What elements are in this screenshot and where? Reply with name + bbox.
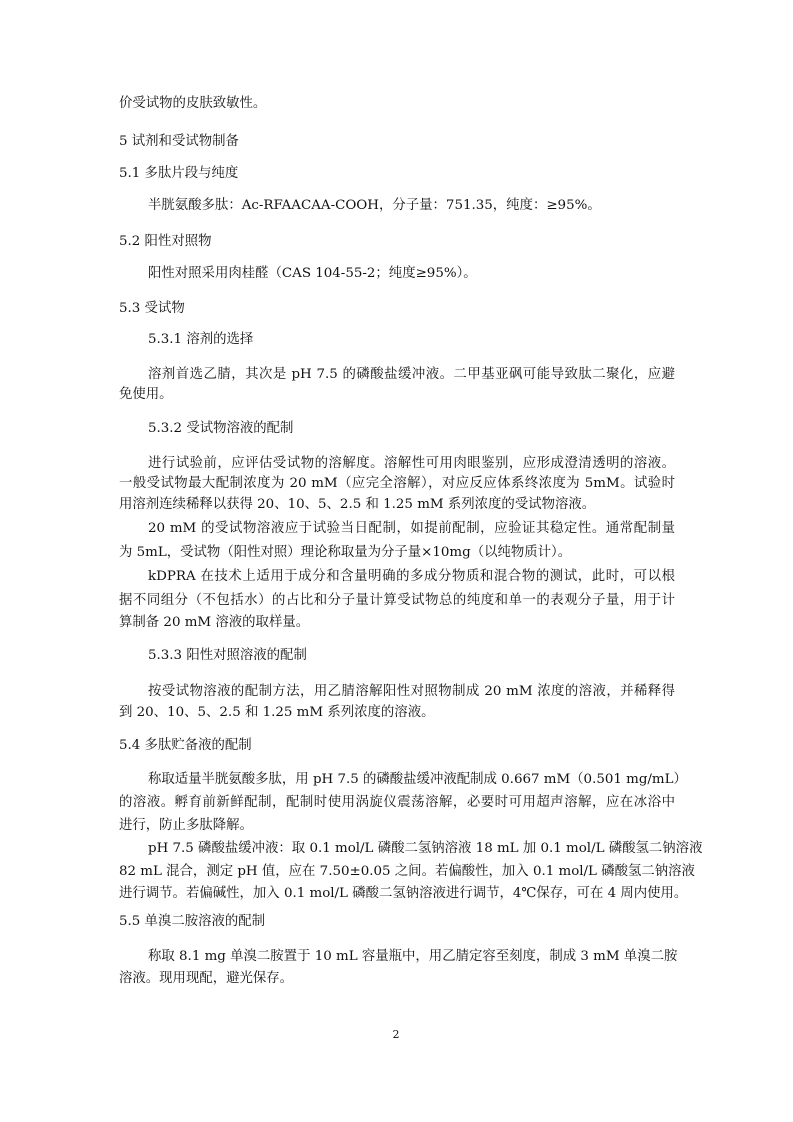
paragraph-line: 82 mL 混合，测定 pH 值，应在 7.50±0.05 之间。若偏酸性，加入 0.1 mol/L 磷酸氢二钠溶液 <box>119 864 695 879</box>
paragraph-line: 阳性对照采用肉桂醛（CAS 104-55-2；纯度≥95%）。 <box>148 266 477 281</box>
section-heading-5: 5 试剂和受试物制备 <box>119 134 239 149</box>
paragraph-line: 据不同组分（不包括水）的占比和分子量计算受试物总的纯度和单一的表观分子量，用于计 <box>119 593 675 608</box>
section-heading-5-1: 5.1 多肽片段与纯度 <box>119 166 239 181</box>
paragraph-line: 进行试验前，应评估受试物的溶解度。溶解性可用肉眼鉴别，应形成澄清透明的溶液。 <box>148 456 675 471</box>
paragraph-line: pH 7.5 磷酸盐缓冲液：取 0.1 mol/L 磷酸二氢钠溶液 18 mL 加 0.1 mol/L 磷酸氢二钠溶液 <box>148 841 703 856</box>
subsection-heading-5-3-2: 5.3.2 受试物溶液的配制 <box>148 421 294 436</box>
paragraph-line: 为 5mL，受试物（阳性对照）理论称取量为分子量×10mg（以纯物质计）。 <box>119 545 572 560</box>
paragraph-line: 到 20、10、5、2.5 和 1.25 mM 系列浓度的溶液。 <box>119 705 435 720</box>
paragraph-line: 称取适量半胱氨酸多肽，用 pH 7.5 的磷酸盐缓冲液配制成 0.667 mM（0.501 mg/mL） <box>148 772 687 787</box>
text-line-continuation: 价受试物的皮肤致敏性。 <box>119 96 267 111</box>
paragraph-line: kDPRA 在技术上适用于成分和含量明确的多成分物质和混合物的测试，此时，可以根 <box>148 569 675 584</box>
section-heading-5-5: 5.5 单溴二胺溶液的配制 <box>119 914 266 929</box>
paragraph-line: 一般受试物最大配制浓度为 20 mM（应完全溶解），对应反应体系终浓度为 5mM。试验时 <box>119 476 675 491</box>
paragraph-line: 溶液。现用现配，避光保存。 <box>119 971 294 986</box>
paragraph-line: 用溶剂连续稀释以获得 20、10、5、2.5 和 1.25 mM 系列浓度的受试物溶液。 <box>119 497 596 512</box>
paragraph-line: 称取 8.1 mg 单溴二胺置于 10 mL 容量瓶中，用乙腈定容至刻度，制成 3 mM 单溴二胺 <box>148 949 678 964</box>
paragraph-line: 20 mM 的受试物溶液应于试验当日配制，如提前配制，应验证其稳定性。通常配制量 <box>148 521 675 536</box>
page-number: 2 <box>392 1028 400 1041</box>
section-heading-5-4: 5.4 多肽贮备液的配制 <box>119 738 252 753</box>
section-heading-5-2: 5.2 阳性对照物 <box>119 234 212 249</box>
paragraph-line: 的溶液。孵育前新鲜配制，配制时使用涡旋仪震荡溶解，必要时可用超声溶解，应在冰浴中 <box>119 795 675 810</box>
paragraph-line: 算制备 20 mM 溶液的取样量。 <box>119 615 310 630</box>
paragraph-line: 溶剂首选乙腈，其次是 pH 7.5 的磷酸盐缓冲液。二甲基亚砜可能导致肽二聚化，应避 <box>148 367 675 382</box>
paragraph-line: 进行，防止多肽降解。 <box>119 818 253 833</box>
subsection-heading-5-3-3: 5.3.3 阳性对照溶液的配制 <box>148 648 307 663</box>
paragraph-line: 免使用。 <box>119 387 173 402</box>
subsection-heading-5-3-1: 5.3.1 溶剂的选择 <box>148 332 254 347</box>
paragraph-line: 按受试物溶液的配制方法，用乙腈溶解阳性对照物制成 20 mM 浓度的溶液，并稀释得 <box>148 684 675 699</box>
paragraph-line: 半胱氨酸多肽：Ac-RFAACAA-COOH，分子量：751.35，纯度：≥95%。 <box>148 198 601 213</box>
paragraph-line: 进行调节。若偏碱性，加入 0.1 mol/L 磷酸二氢钠溶液进行调节，4℃保存，可在 4 周内使用。 <box>119 886 688 901</box>
section-heading-5-3: 5.3 受试物 <box>119 301 185 316</box>
